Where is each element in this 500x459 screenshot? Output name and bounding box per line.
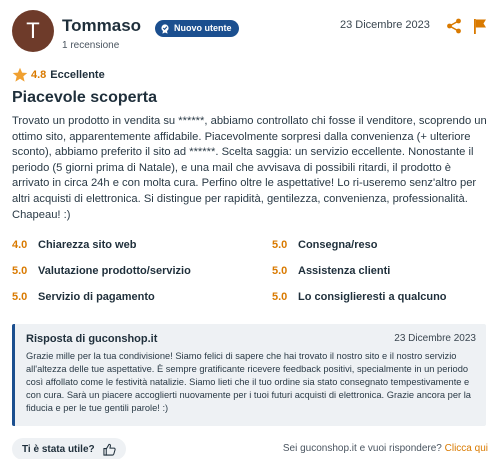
score-value: 5.0	[272, 239, 288, 251]
helpful-label: Ti è stata utile?	[22, 443, 95, 455]
score-label: Lo consiglieresti a qualcuno	[298, 291, 447, 303]
score-label: Valutazione prodotto/servizio	[38, 265, 191, 277]
reply-title: Risposta di guconshop.it	[26, 333, 158, 345]
score-item	[272, 263, 390, 279]
score-item	[12, 263, 191, 279]
score-value: 5.0	[272, 291, 288, 303]
score-item	[12, 289, 155, 305]
merchant-reply	[12, 324, 486, 426]
flag-icon[interactable]	[472, 18, 488, 34]
review-title: Piacevole scoperta	[12, 89, 157, 106]
helpful-button[interactable]	[12, 438, 126, 459]
rating-value: 4.8	[31, 69, 47, 81]
review-body: Trovato un prodotto in vendita su ******, abbiamo controllato chi fosse il venditore, scoprendo un ottimo sito, apparentemente affidabile. Piacevolmente sorpresi dalla convenienza (+ ulteriore sconto), abbiamo preferito il sito ad ******. Scelta saggia: un servizio eccellente. Nonostante il periodo (5 giorni prima di Natale), e una mail che avvisava di possibili ritardi, il prodotto è arrivato in circa 24h e con molta cura. Perfino oltre le aspettative! Lo ri-useremo senz'altro per altri acquisti di elettronica. Si distingue per rapidità, gentilezza, convenienza, professionalità. Chapeau! :)	[12, 115, 487, 221]
score-item	[272, 237, 377, 253]
username[interactable]: Tommaso	[62, 16, 142, 35]
reply-link[interactable]: Clicca qui	[444, 443, 488, 454]
review-date: 23 Dicembre 2023	[340, 19, 430, 31]
overall-rating	[12, 67, 105, 83]
score-label: Consegna/reso	[298, 239, 378, 251]
new-user-badge	[155, 20, 239, 37]
rating-label: Eccellente	[50, 69, 105, 81]
badge-check-icon	[160, 24, 170, 34]
score-value: 5.0	[12, 291, 28, 303]
score-label: Assistenza clienti	[298, 265, 391, 277]
score-item	[12, 237, 136, 253]
avatar[interactable]: T	[12, 10, 54, 52]
review-header	[12, 10, 488, 55]
star-icon	[12, 67, 28, 83]
reply-date: 23 Dicembre 2023	[394, 333, 476, 344]
score-item	[272, 289, 447, 305]
score-value: 5.0	[12, 265, 28, 277]
score-label: Chiarezza sito web	[38, 239, 137, 251]
reply-prompt	[283, 443, 488, 454]
share-icon[interactable]	[446, 18, 462, 34]
score-value: 5.0	[272, 265, 288, 277]
thumbs-up-icon	[103, 443, 116, 456]
review-count: 1 recensione	[62, 40, 120, 51]
badge-label: Nuovo utente	[174, 23, 232, 33]
score-label: Servizio di pagamento	[38, 291, 155, 303]
reply-text: Grazie mille per la tua condivisione! Siamo felici di sapere che hai trovato il nostro sito e il nostro servizio all'altezza delle tue aspettative. È sempre gratificante ricevere feedback positivi, specialmente in un periodo così affollato come le festività natalizie. Siamo lieti che il tuo ordine sia stato consegnato tempestivamente e con cura. Sarà un piacere accoglierti nuovamente per i tuoi futuri acquisti di elettronica. Grazie ancora per la fiducia e per le tue gentili parole! :)	[26, 351, 471, 413]
score-value: 4.0	[12, 239, 28, 251]
reply-prompt-text: Sei guconshop.it e vuoi rispondere?	[282, 443, 442, 454]
